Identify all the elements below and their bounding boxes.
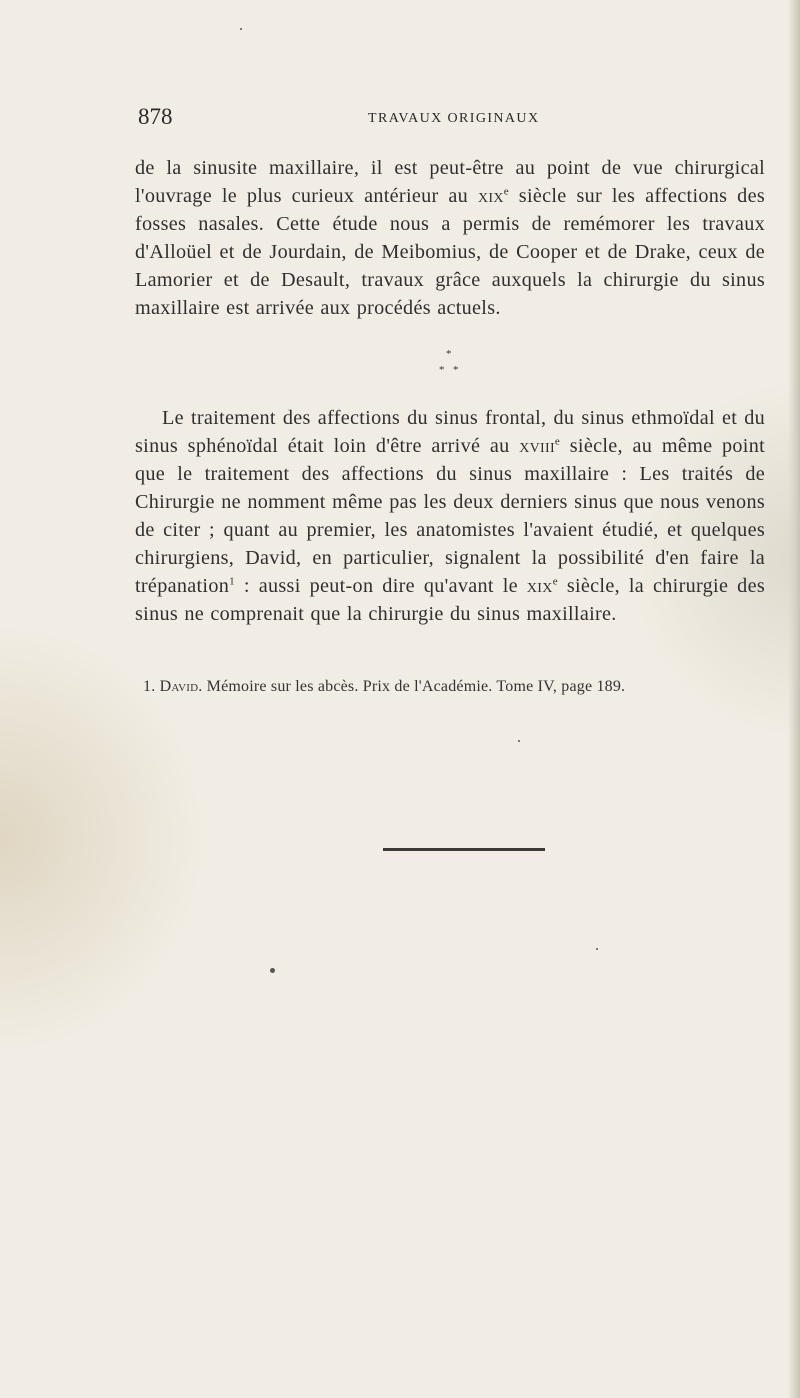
century-roman-xviii: xviii (519, 435, 555, 457)
paragraph-1-text-a: de la sinusite maxillaire, il est peut-être au point de vue chirurgical l'ouvrage le plus curieux antérieur au (135, 157, 765, 207)
century-roman-xix: xix (526, 575, 553, 597)
asterism-star-left: * (439, 364, 445, 376)
asterism-star-right: * (453, 364, 459, 376)
paragraph-2-text-c: : aussi peut-on dire qu'avant le (234, 575, 527, 597)
century-superscript: e (552, 575, 558, 588)
footnote-text: . Mémoire sur les abcès. Prix de l'Académie. Tome IV, page 189. (198, 678, 626, 695)
end-rule (383, 848, 545, 851)
century-superscript: e (503, 185, 509, 198)
asterism-star-top: * (446, 348, 452, 360)
paragraph-2-text-a: Le traitement des affections du sinus frontal, du sinus ethmoïdal et du sinus sphénoïdal était loin d'être arrivé au (135, 407, 765, 457)
paragraph-2-text-b: siècle, au même point que le traitement des affections du sinus maxillaire : Les traités de Chirurgie ne nomment même pas les deux derniers sinus que nous venons de citer ; quant au premier, les anatomistes l'avaient étudié, et quelques chirurgiens, David, en particulier, signalent la possibilité d'en faire la trépanation (135, 435, 765, 597)
paragraph-2-text-d: siècle, la chirurgie des sinus ne comprenait que la chirurgie du sinus maxillaire. (135, 575, 765, 625)
paragraph-2 (135, 404, 765, 628)
paragraph-1-text-b: siècle sur les affections des fosses nasales. Cette étude nous a permis de remémorer les travaux d'Alloüel et de Jourdain, de Meibomius, de Cooper et de Drake, ceux de Lamorier et de Desault, travaux grâce auxquels la chirurgie du sinus maxillaire est arrivée aux procédés actuels. (135, 185, 765, 319)
page-number: 878 (138, 104, 173, 129)
asterism-divider (425, 348, 485, 388)
century-roman-xix: xix (477, 185, 504, 207)
page-edge-shadow (788, 0, 800, 1398)
century-superscript: e (554, 435, 561, 448)
footnote-author: David (159, 678, 199, 695)
paragraph-1 (135, 154, 765, 322)
print-speck (596, 948, 598, 950)
print-speck (518, 740, 520, 742)
footnote (135, 676, 765, 697)
print-speck (270, 968, 275, 973)
print-speck (240, 28, 242, 30)
footnote-number: 1. (143, 678, 156, 695)
running-head: TRAVAUX ORIGINAUX (368, 111, 540, 126)
footnote-reference[interactable]: 1 (229, 575, 235, 588)
page-header (138, 104, 764, 134)
